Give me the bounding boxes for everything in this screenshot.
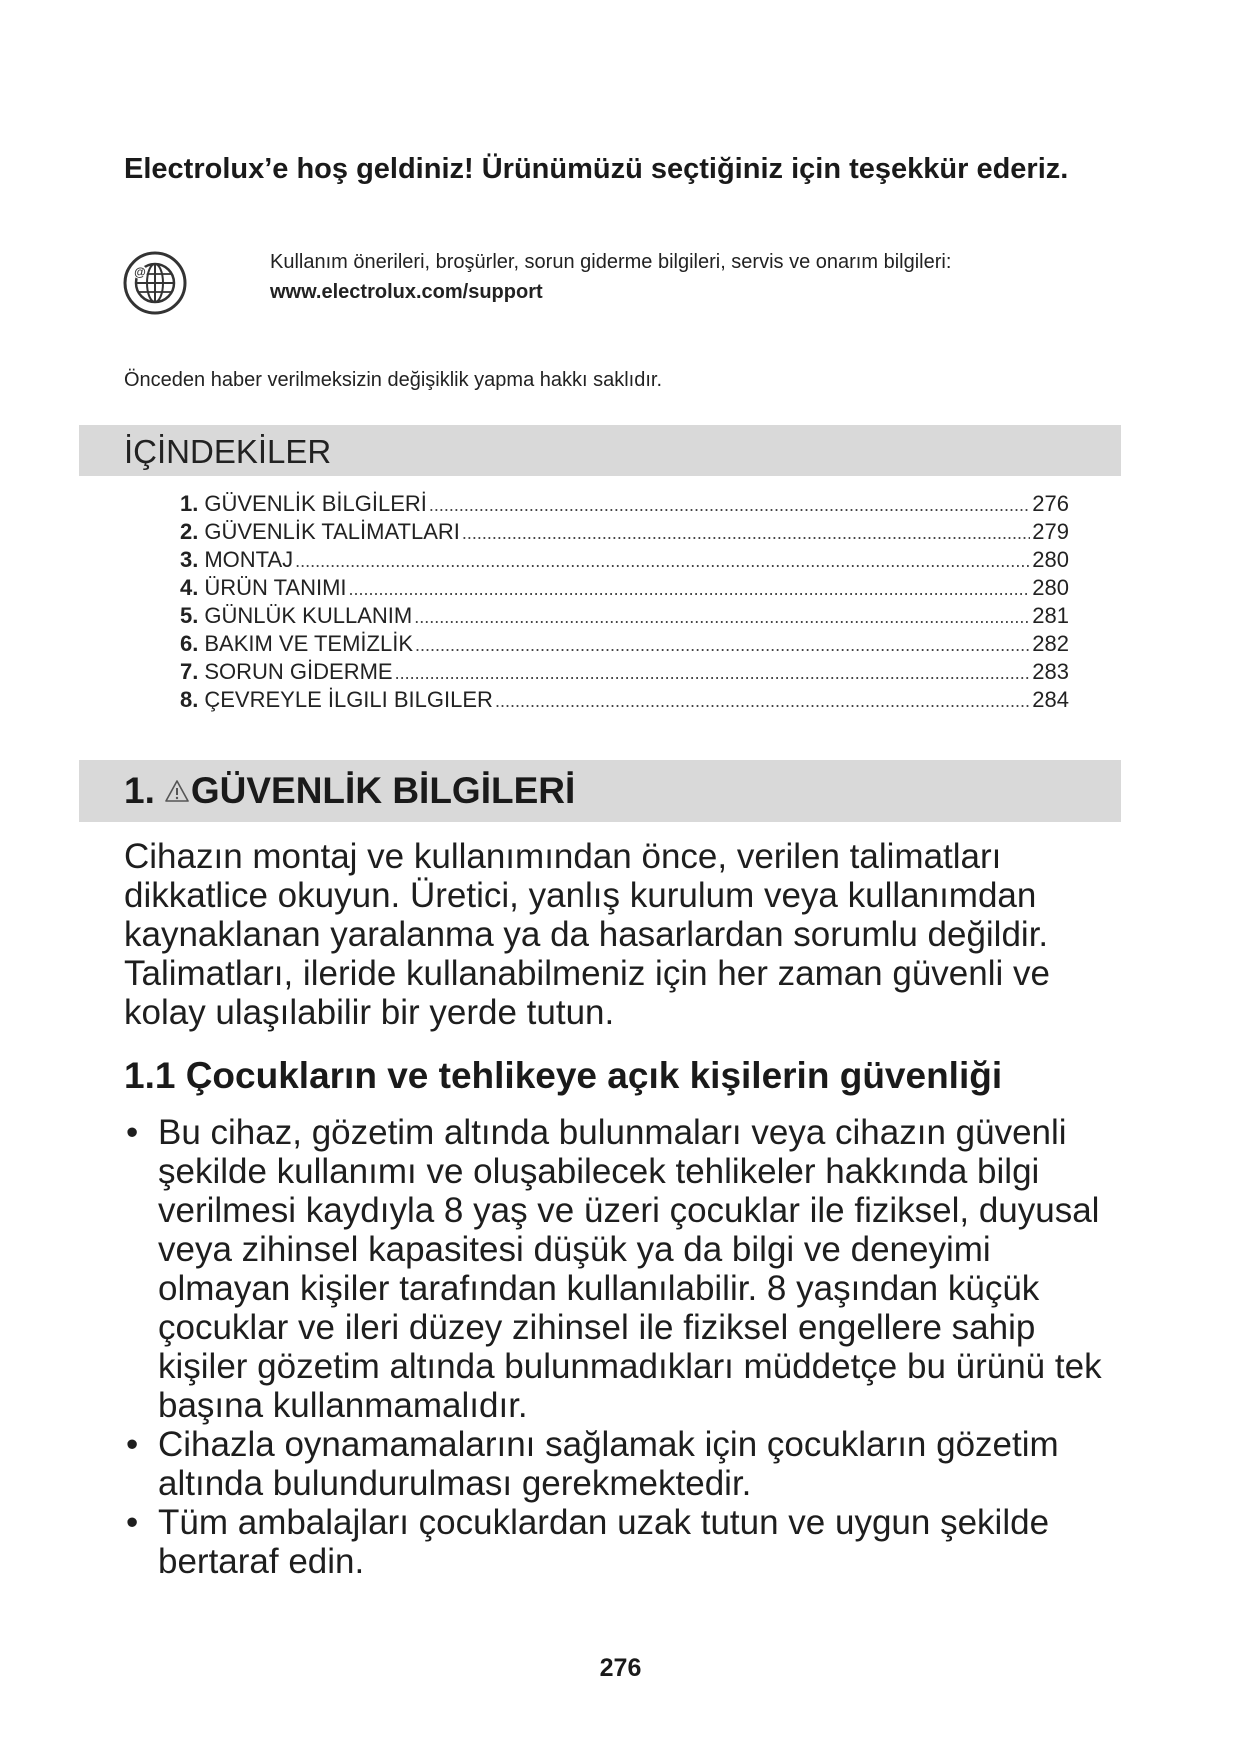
toc-item-number: 1. xyxy=(180,491,199,516)
page-number: 276 xyxy=(599,1654,642,1682)
toc-item-number: 7. xyxy=(180,659,199,684)
toc-item[interactable] xyxy=(180,547,1069,575)
welcome-heading: Electrolux’e hoş geldiniz! Ürünümüzü seçtiğiniz için teşekkür ederiz. xyxy=(124,153,1069,185)
toc-leader-dots xyxy=(415,635,1030,656)
toc-item-number: 2. xyxy=(180,519,199,544)
toc-item-number: 3. xyxy=(180,547,199,572)
globe-at-icon xyxy=(122,250,188,316)
toc-leader-dots xyxy=(395,663,1031,684)
toc-item-label: GÜNLÜK KULLANIM xyxy=(204,603,413,628)
toc-item-page: 279 xyxy=(1032,519,1069,544)
support-link[interactable]: www.electrolux.com/support xyxy=(270,281,543,303)
toc-item[interactable] xyxy=(180,603,1069,631)
toc-leader-dots xyxy=(414,607,1030,628)
change-notice: Önceden haber verilmeksizin değişiklik yapma hakkı saklıdır. xyxy=(124,369,663,391)
warning-triangle-icon xyxy=(165,779,189,803)
toc-title: İÇİNDEKİLER xyxy=(124,433,332,470)
section-title-text: GÜVENLİK BİLGİLERİ xyxy=(190,770,576,811)
toc-item-label: MONTAJ xyxy=(204,547,294,572)
support-description: Kullanım önerileri, broşürler, sorun giderme bilgileri, servis ve onarım bilgileri: xyxy=(270,251,952,273)
toc-item-label: SORUN GİDERME xyxy=(204,659,393,684)
toc-leader-dots xyxy=(295,551,1030,572)
toc-item-page: 276 xyxy=(1032,491,1069,516)
safety-bullet-list xyxy=(124,1113,1104,1581)
list-item: • Cihazla oynamamalarını sağlamak için çocukların gözetim altında bulundurulması gerekmektedir. xyxy=(124,1425,1104,1503)
toc-item-page: 280 xyxy=(1032,547,1069,572)
section-number: 1. xyxy=(124,770,155,811)
list-item: • Bu cihaz, gözetim altında bulunmaları veya cihazın güvenli şekilde kullanımı ve oluşabilecek tehlikeler hakkında bilgi verilmesi kaydıyla 8 yaş ve üzeri çocuklar ile fiziksel, duyusal veya zihinsel kapasitesi düşük ya da bilgi ve deneyimi olmayan kişiler tarafından kullanılabilir. 8 yaşından küçük çocuklar ve ileri düzey zihinsel ile fiziksel engellere sahip kişiler gözetim altında bulunmadıkları müddetçe bu ürünü tek başına kullanmamalıdır. xyxy=(124,1113,1104,1425)
table-of-contents xyxy=(180,491,1069,715)
toc-leader-dots xyxy=(429,495,1030,516)
toc-item-label: ÇEVREYLE İLGILI BILGILER xyxy=(204,687,493,712)
toc-item[interactable] xyxy=(180,659,1069,687)
support-info xyxy=(270,247,1170,307)
toc-item[interactable] xyxy=(180,575,1069,603)
toc-item-page: 281 xyxy=(1032,603,1069,628)
toc-item-number: 4. xyxy=(180,575,199,600)
toc-item-number: 6. xyxy=(180,631,199,656)
toc-item-page: 280 xyxy=(1032,575,1069,600)
toc-item-label: GÜVENLİK TALİMATLARI xyxy=(204,519,460,544)
svg-text:@: @ xyxy=(134,265,146,279)
toc-item[interactable] xyxy=(180,687,1069,715)
section-title xyxy=(124,770,575,812)
subsection-title: 1.1 Çocukların ve tehlikeye açık kişilerin güvenliği xyxy=(124,1055,1003,1096)
toc-item-label: ÜRÜN TANIMI xyxy=(204,575,347,600)
toc-item[interactable] xyxy=(180,631,1069,659)
toc-leader-dots xyxy=(349,579,1031,600)
toc-leader-dots xyxy=(462,523,1030,544)
toc-item-page: 283 xyxy=(1032,659,1069,684)
toc-item[interactable] xyxy=(180,519,1069,547)
toc-item-page: 282 xyxy=(1032,631,1069,656)
toc-item-number: 5. xyxy=(180,603,199,628)
list-item: • Tüm ambalajları çocuklardan uzak tutun ve uygun şekilde bertaraf edin. xyxy=(124,1503,1104,1581)
toc-item-label: GÜVENLİK BİLGİLERİ xyxy=(204,491,427,516)
toc-leader-dots xyxy=(495,691,1030,712)
toc-item-number: 8. xyxy=(180,687,199,712)
toc-item[interactable] xyxy=(180,491,1069,519)
toc-item-label: BAKIM VE TEMİZLİK xyxy=(204,631,414,656)
toc-item-page: 284 xyxy=(1032,687,1069,712)
section-intro-paragraph: Cihazın montaj ve kullanımından önce, verilen talimatları dikkatlice okuyun. Üretici, yanlış kurulum veya kullanımdan kaynaklanan yaralanma ya da hasarlardan sorumlu değildir. Talimatları, ileride kullanabilmeniz için her zaman güvenli ve kolay ulaşılabilir bir yerde tutun. xyxy=(124,837,1050,1032)
